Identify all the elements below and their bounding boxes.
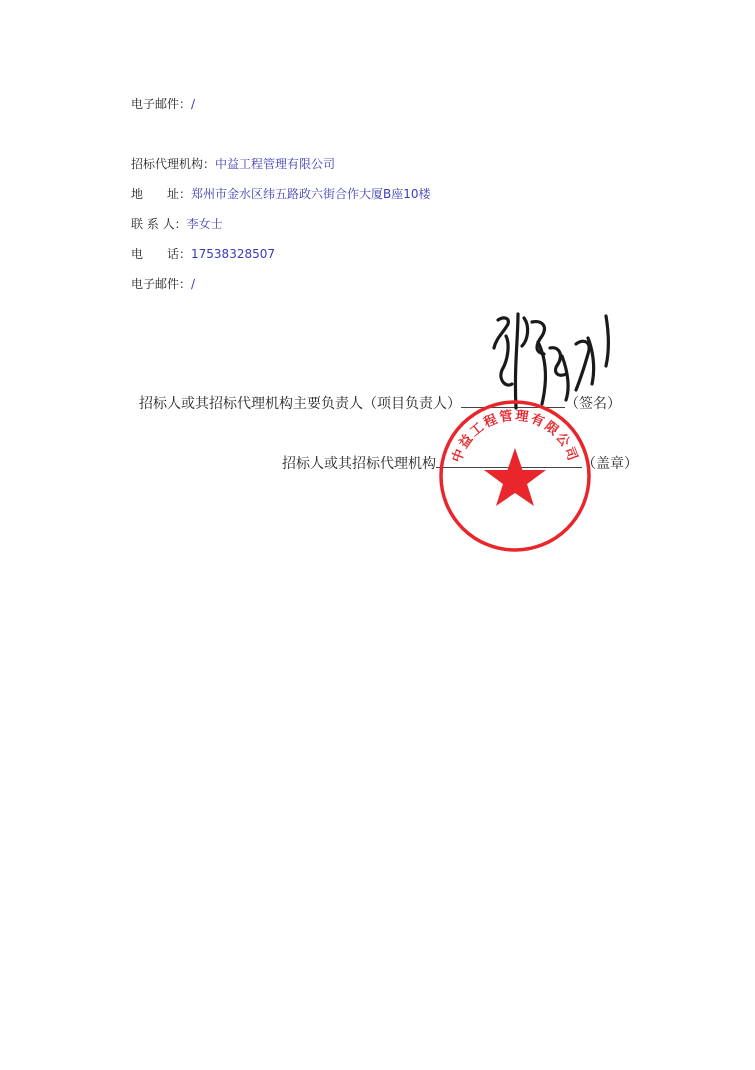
email-label: 电子邮件：	[131, 97, 192, 111]
agency-email-value: /	[191, 277, 196, 291]
agency-email-line	[131, 276, 195, 292]
email-line-1	[131, 96, 195, 112]
agency-contact-line	[131, 216, 223, 232]
seal-row-text: 招标人或其招标代理机构	[282, 456, 436, 472]
agency-phone-value: 17538328507	[191, 247, 275, 261]
signature-row-suffix: （签名）	[565, 396, 621, 412]
company-seal	[437, 398, 593, 554]
agency-phone-line	[131, 246, 275, 262]
agency-address-line	[131, 186, 431, 202]
agency-name-line	[131, 156, 335, 172]
agency-email-label: 电子邮件：	[131, 277, 192, 291]
agency-address-value: 郑州市金水区纬五路政六街合作大厦B座10楼	[191, 187, 431, 201]
seal-row-suffix: （盖章）	[582, 456, 638, 472]
agency-name-label: 招标代理机构：	[131, 157, 216, 171]
signature-row-text: 招标人或其招标代理机构主要负责人（项目负责人）	[139, 396, 461, 412]
agency-contact-label: 联 系 人：	[131, 217, 187, 231]
seal-text: 中益工程管理有限公司	[449, 408, 581, 465]
seal-star-icon	[484, 448, 546, 506]
agency-contact-value: 李女士	[186, 217, 223, 231]
agency-address-label: 地 址：	[131, 187, 192, 201]
agency-name-value: 中益工程管理有限公司	[215, 157, 336, 171]
agency-phone-label: 电 话：	[131, 247, 192, 261]
email-value: /	[191, 97, 196, 111]
